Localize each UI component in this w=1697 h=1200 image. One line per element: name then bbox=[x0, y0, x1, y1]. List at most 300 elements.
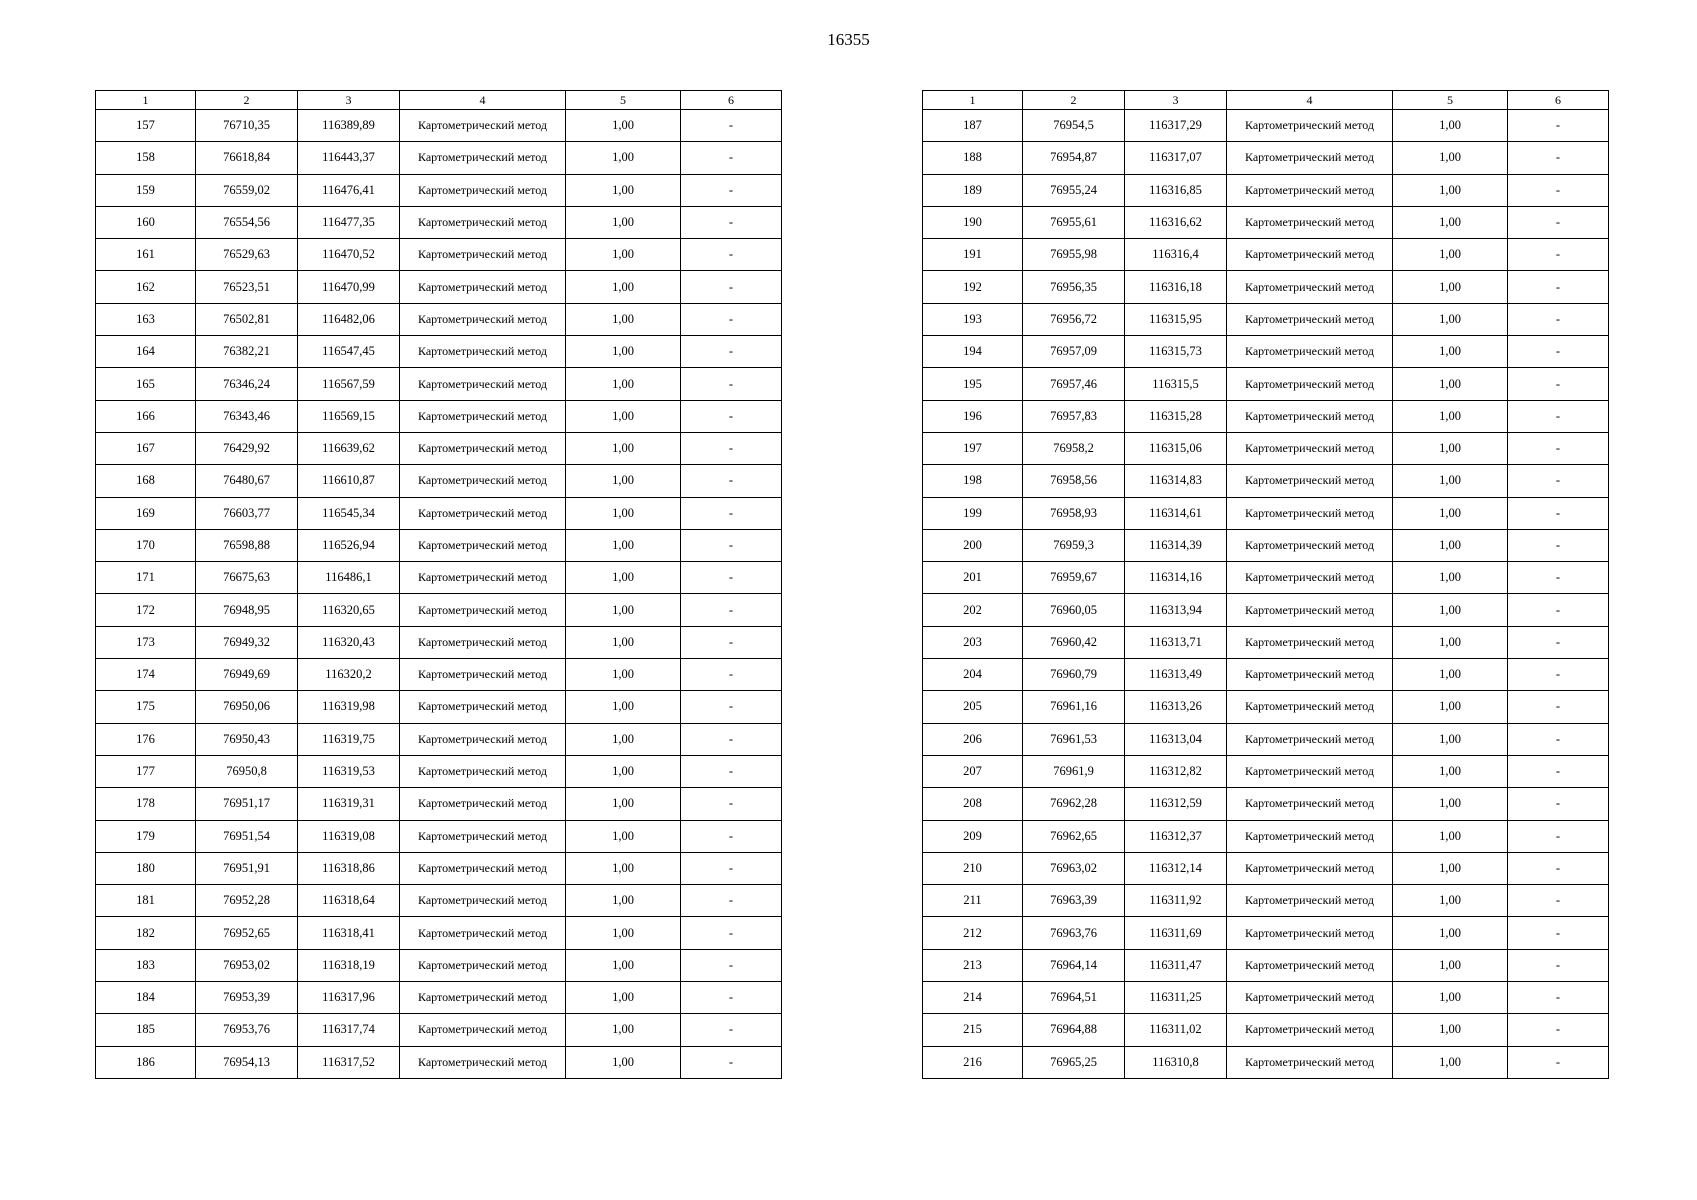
table-row bbox=[96, 368, 782, 400]
note-cell: - bbox=[1508, 594, 1609, 626]
x-coordinate-cell: 76956,35 bbox=[1023, 271, 1125, 303]
x-coordinate-cell: 76382,21 bbox=[196, 336, 298, 368]
x-coordinate-cell: 76962,28 bbox=[1023, 788, 1125, 820]
method-cell: Картометрический метод bbox=[400, 303, 566, 335]
x-coordinate-cell: 76952,65 bbox=[196, 917, 298, 949]
x-coordinate-cell: 76959,3 bbox=[1023, 529, 1125, 561]
accuracy-cell: 1,00 bbox=[566, 659, 681, 691]
x-coordinate-cell: 76960,42 bbox=[1023, 626, 1125, 658]
table-row bbox=[923, 982, 1609, 1014]
point-number-cell: 206 bbox=[923, 723, 1023, 755]
method-cell: Картометрический метод bbox=[1227, 174, 1393, 206]
point-number-cell: 176 bbox=[96, 723, 196, 755]
y-coordinate-cell: 116320,43 bbox=[298, 626, 400, 658]
accuracy-cell: 1,00 bbox=[566, 788, 681, 820]
table-row bbox=[96, 982, 782, 1014]
note-cell: - bbox=[681, 336, 782, 368]
point-number-cell: 165 bbox=[96, 368, 196, 400]
table-row bbox=[923, 239, 1609, 271]
table-row bbox=[96, 497, 782, 529]
accuracy-cell: 1,00 bbox=[1393, 174, 1508, 206]
column-header-3: 3 bbox=[298, 91, 400, 110]
method-cell: Картометрический метод bbox=[1227, 949, 1393, 981]
y-coordinate-cell: 116569,15 bbox=[298, 400, 400, 432]
accuracy-cell: 1,00 bbox=[566, 1046, 681, 1078]
method-cell: Картометрический метод bbox=[1227, 239, 1393, 271]
table-row bbox=[96, 820, 782, 852]
y-coordinate-cell: 116317,52 bbox=[298, 1046, 400, 1078]
note-cell: - bbox=[681, 529, 782, 561]
x-coordinate-cell: 76965,25 bbox=[1023, 1046, 1125, 1078]
note-cell: - bbox=[681, 142, 782, 174]
point-number-cell: 216 bbox=[923, 1046, 1023, 1078]
y-coordinate-cell: 116312,14 bbox=[1125, 852, 1227, 884]
method-cell: Картометрический метод bbox=[1227, 206, 1393, 238]
method-cell: Картометрический метод bbox=[400, 788, 566, 820]
note-cell: - bbox=[1508, 1014, 1609, 1046]
coordinates-table-left bbox=[95, 90, 782, 1079]
y-coordinate-cell: 116315,28 bbox=[1125, 400, 1227, 432]
method-cell: Картометрический метод bbox=[400, 400, 566, 432]
note-cell: - bbox=[681, 820, 782, 852]
y-coordinate-cell: 116312,82 bbox=[1125, 755, 1227, 787]
method-cell: Картометрический метод bbox=[400, 982, 566, 1014]
point-number-cell: 184 bbox=[96, 982, 196, 1014]
accuracy-cell: 1,00 bbox=[1393, 465, 1508, 497]
method-cell: Картометрический метод bbox=[1227, 465, 1393, 497]
x-coordinate-cell: 76951,54 bbox=[196, 820, 298, 852]
x-coordinate-cell: 76950,06 bbox=[196, 691, 298, 723]
point-number-cell: 178 bbox=[96, 788, 196, 820]
point-number-cell: 199 bbox=[923, 497, 1023, 529]
note-cell: - bbox=[1508, 852, 1609, 884]
table-row bbox=[96, 206, 782, 238]
table-row bbox=[923, 626, 1609, 658]
y-coordinate-cell: 116545,34 bbox=[298, 497, 400, 529]
y-coordinate-cell: 116311,02 bbox=[1125, 1014, 1227, 1046]
method-cell: Картометрический метод bbox=[400, 239, 566, 271]
column-header-6: 6 bbox=[681, 91, 782, 110]
note-cell: - bbox=[681, 174, 782, 206]
note-cell: - bbox=[1508, 271, 1609, 303]
method-cell: Картометрический метод bbox=[400, 110, 566, 142]
method-cell: Картометрический метод bbox=[400, 755, 566, 787]
point-number-cell: 185 bbox=[96, 1014, 196, 1046]
column-header-2: 2 bbox=[196, 91, 298, 110]
x-coordinate-cell: 76960,05 bbox=[1023, 594, 1125, 626]
point-number-cell: 191 bbox=[923, 239, 1023, 271]
table-row bbox=[923, 917, 1609, 949]
accuracy-cell: 1,00 bbox=[566, 755, 681, 787]
x-coordinate-cell: 76618,84 bbox=[196, 142, 298, 174]
y-coordinate-cell: 116547,45 bbox=[298, 336, 400, 368]
table-row bbox=[923, 336, 1609, 368]
x-coordinate-cell: 76964,51 bbox=[1023, 982, 1125, 1014]
y-coordinate-cell: 116314,83 bbox=[1125, 465, 1227, 497]
accuracy-cell: 1,00 bbox=[566, 336, 681, 368]
accuracy-cell: 1,00 bbox=[566, 174, 681, 206]
y-coordinate-cell: 116313,26 bbox=[1125, 691, 1227, 723]
method-cell: Картометрический метод bbox=[400, 174, 566, 206]
point-number-cell: 157 bbox=[96, 110, 196, 142]
note-cell: - bbox=[1508, 820, 1609, 852]
point-number-cell: 189 bbox=[923, 174, 1023, 206]
accuracy-cell: 1,00 bbox=[566, 206, 681, 238]
point-number-cell: 173 bbox=[96, 626, 196, 658]
point-number-cell: 174 bbox=[96, 659, 196, 691]
method-cell: Картометрический метод bbox=[400, 497, 566, 529]
point-number-cell: 204 bbox=[923, 659, 1023, 691]
x-coordinate-cell: 76963,39 bbox=[1023, 885, 1125, 917]
y-coordinate-cell: 116320,2 bbox=[298, 659, 400, 691]
accuracy-cell: 1,00 bbox=[1393, 110, 1508, 142]
x-coordinate-cell: 76964,88 bbox=[1023, 1014, 1125, 1046]
column-header-1: 1 bbox=[923, 91, 1023, 110]
method-cell: Картометрический метод bbox=[400, 949, 566, 981]
table-row bbox=[96, 659, 782, 691]
y-coordinate-cell: 116610,87 bbox=[298, 465, 400, 497]
table-row bbox=[923, 723, 1609, 755]
note-cell: - bbox=[1508, 368, 1609, 400]
x-coordinate-cell: 76603,77 bbox=[196, 497, 298, 529]
y-coordinate-cell: 116313,71 bbox=[1125, 626, 1227, 658]
y-coordinate-cell: 116312,59 bbox=[1125, 788, 1227, 820]
note-cell: - bbox=[1508, 1046, 1609, 1078]
accuracy-cell: 1,00 bbox=[566, 562, 681, 594]
x-coordinate-cell: 76710,35 bbox=[196, 110, 298, 142]
x-coordinate-cell: 76963,76 bbox=[1023, 917, 1125, 949]
point-number-cell: 207 bbox=[923, 755, 1023, 787]
accuracy-cell: 1,00 bbox=[1393, 400, 1508, 432]
y-coordinate-cell: 116477,35 bbox=[298, 206, 400, 238]
y-coordinate-cell: 116313,04 bbox=[1125, 723, 1227, 755]
table-row bbox=[96, 529, 782, 561]
note-cell: - bbox=[681, 949, 782, 981]
x-coordinate-cell: 76950,43 bbox=[196, 723, 298, 755]
note-cell: - bbox=[1508, 465, 1609, 497]
y-coordinate-cell: 116312,37 bbox=[1125, 820, 1227, 852]
note-cell: - bbox=[681, 465, 782, 497]
note-cell: - bbox=[681, 432, 782, 464]
method-cell: Картометрический метод bbox=[400, 271, 566, 303]
note-cell: - bbox=[681, 659, 782, 691]
x-coordinate-cell: 76963,02 bbox=[1023, 852, 1125, 884]
x-coordinate-cell: 76960,79 bbox=[1023, 659, 1125, 691]
method-cell: Картометрический метод bbox=[400, 142, 566, 174]
x-coordinate-cell: 76961,16 bbox=[1023, 691, 1125, 723]
accuracy-cell: 1,00 bbox=[1393, 982, 1508, 1014]
note-cell: - bbox=[681, 982, 782, 1014]
method-cell: Картометрический метод bbox=[400, 1046, 566, 1078]
note-cell: - bbox=[1508, 659, 1609, 691]
note-cell: - bbox=[681, 852, 782, 884]
point-number-cell: 169 bbox=[96, 497, 196, 529]
coordinates-table-right bbox=[922, 90, 1609, 1079]
table-row bbox=[923, 368, 1609, 400]
table-row bbox=[96, 755, 782, 787]
table-row bbox=[96, 691, 782, 723]
x-coordinate-cell: 76950,8 bbox=[196, 755, 298, 787]
method-cell: Картометрический метод bbox=[1227, 885, 1393, 917]
y-coordinate-cell: 116317,96 bbox=[298, 982, 400, 1014]
method-cell: Картометрический метод bbox=[400, 885, 566, 917]
method-cell: Картометрический метод bbox=[1227, 626, 1393, 658]
note-cell: - bbox=[1508, 723, 1609, 755]
point-number-cell: 215 bbox=[923, 1014, 1023, 1046]
point-number-cell: 179 bbox=[96, 820, 196, 852]
point-number-cell: 164 bbox=[96, 336, 196, 368]
y-coordinate-cell: 116476,41 bbox=[298, 174, 400, 206]
table-row bbox=[96, 626, 782, 658]
y-coordinate-cell: 116470,99 bbox=[298, 271, 400, 303]
table-row bbox=[96, 562, 782, 594]
table-row bbox=[96, 885, 782, 917]
accuracy-cell: 1,00 bbox=[566, 1014, 681, 1046]
point-number-cell: 183 bbox=[96, 949, 196, 981]
note-cell: - bbox=[681, 917, 782, 949]
y-coordinate-cell: 116317,07 bbox=[1125, 142, 1227, 174]
y-coordinate-cell: 116318,41 bbox=[298, 917, 400, 949]
accuracy-cell: 1,00 bbox=[1393, 1046, 1508, 1078]
x-coordinate-cell: 76429,92 bbox=[196, 432, 298, 464]
note-cell: - bbox=[681, 303, 782, 335]
note-cell: - bbox=[681, 788, 782, 820]
accuracy-cell: 1,00 bbox=[1393, 562, 1508, 594]
table-header-row bbox=[923, 91, 1609, 110]
y-coordinate-cell: 116319,98 bbox=[298, 691, 400, 723]
y-coordinate-cell: 116311,47 bbox=[1125, 949, 1227, 981]
y-coordinate-cell: 116567,59 bbox=[298, 368, 400, 400]
accuracy-cell: 1,00 bbox=[566, 400, 681, 432]
accuracy-cell: 1,00 bbox=[1393, 885, 1508, 917]
y-coordinate-cell: 116315,06 bbox=[1125, 432, 1227, 464]
note-cell: - bbox=[681, 691, 782, 723]
point-number-cell: 172 bbox=[96, 594, 196, 626]
accuracy-cell: 1,00 bbox=[566, 271, 681, 303]
point-number-cell: 170 bbox=[96, 529, 196, 561]
x-coordinate-cell: 76959,67 bbox=[1023, 562, 1125, 594]
note-cell: - bbox=[681, 239, 782, 271]
y-coordinate-cell: 116389,89 bbox=[298, 110, 400, 142]
accuracy-cell: 1,00 bbox=[566, 432, 681, 464]
accuracy-cell: 1,00 bbox=[1393, 239, 1508, 271]
column-header-3: 3 bbox=[1125, 91, 1227, 110]
point-number-cell: 187 bbox=[923, 110, 1023, 142]
point-number-cell: 193 bbox=[923, 303, 1023, 335]
y-coordinate-cell: 116443,37 bbox=[298, 142, 400, 174]
note-cell: - bbox=[1508, 206, 1609, 238]
accuracy-cell: 1,00 bbox=[1393, 142, 1508, 174]
point-number-cell: 158 bbox=[96, 142, 196, 174]
y-coordinate-cell: 116317,29 bbox=[1125, 110, 1227, 142]
method-cell: Картометрический метод bbox=[1227, 529, 1393, 561]
method-cell: Картометрический метод bbox=[1227, 788, 1393, 820]
accuracy-cell: 1,00 bbox=[566, 529, 681, 561]
accuracy-cell: 1,00 bbox=[1393, 626, 1508, 658]
x-coordinate-cell: 76343,46 bbox=[196, 400, 298, 432]
y-coordinate-cell: 116319,53 bbox=[298, 755, 400, 787]
table-row bbox=[923, 400, 1609, 432]
point-number-cell: 190 bbox=[923, 206, 1023, 238]
note-cell: - bbox=[1508, 400, 1609, 432]
method-cell: Картометрический метод bbox=[1227, 723, 1393, 755]
y-coordinate-cell: 116316,85 bbox=[1125, 174, 1227, 206]
x-coordinate-cell: 76523,51 bbox=[196, 271, 298, 303]
y-coordinate-cell: 116319,75 bbox=[298, 723, 400, 755]
y-coordinate-cell: 116318,86 bbox=[298, 852, 400, 884]
y-coordinate-cell: 116313,49 bbox=[1125, 659, 1227, 691]
note-cell: - bbox=[681, 885, 782, 917]
table-row bbox=[96, 303, 782, 335]
y-coordinate-cell: 116311,69 bbox=[1125, 917, 1227, 949]
x-coordinate-cell: 76953,39 bbox=[196, 982, 298, 1014]
note-cell: - bbox=[1508, 432, 1609, 464]
method-cell: Картометрический метод bbox=[400, 562, 566, 594]
x-coordinate-cell: 76346,24 bbox=[196, 368, 298, 400]
x-coordinate-cell: 76962,65 bbox=[1023, 820, 1125, 852]
x-coordinate-cell: 76480,67 bbox=[196, 465, 298, 497]
table-row bbox=[923, 755, 1609, 787]
accuracy-cell: 1,00 bbox=[566, 303, 681, 335]
y-coordinate-cell: 116318,64 bbox=[298, 885, 400, 917]
table-header-row bbox=[96, 91, 782, 110]
method-cell: Картометрический метод bbox=[400, 368, 566, 400]
x-coordinate-cell: 76954,13 bbox=[196, 1046, 298, 1078]
method-cell: Картометрический метод bbox=[1227, 852, 1393, 884]
point-number-cell: 159 bbox=[96, 174, 196, 206]
table-row bbox=[96, 1046, 782, 1078]
method-cell: Картометрический метод bbox=[400, 336, 566, 368]
x-coordinate-cell: 76964,14 bbox=[1023, 949, 1125, 981]
point-number-cell: 163 bbox=[96, 303, 196, 335]
accuracy-cell: 1,00 bbox=[566, 820, 681, 852]
point-number-cell: 212 bbox=[923, 917, 1023, 949]
y-coordinate-cell: 116482,06 bbox=[298, 303, 400, 335]
accuracy-cell: 1,00 bbox=[566, 142, 681, 174]
x-coordinate-cell: 76529,63 bbox=[196, 239, 298, 271]
point-number-cell: 175 bbox=[96, 691, 196, 723]
x-coordinate-cell: 76961,9 bbox=[1023, 755, 1125, 787]
note-cell: - bbox=[1508, 917, 1609, 949]
accuracy-cell: 1,00 bbox=[566, 982, 681, 1014]
note-cell: - bbox=[1508, 982, 1609, 1014]
method-cell: Картометрический метод bbox=[1227, 303, 1393, 335]
x-coordinate-cell: 76675,63 bbox=[196, 562, 298, 594]
method-cell: Картометрический метод bbox=[400, 626, 566, 658]
method-cell: Картометрический метод bbox=[400, 820, 566, 852]
method-cell: Картометрический метод bbox=[1227, 1014, 1393, 1046]
accuracy-cell: 1,00 bbox=[1393, 336, 1508, 368]
note-cell: - bbox=[681, 723, 782, 755]
table-row bbox=[923, 659, 1609, 691]
note-cell: - bbox=[1508, 885, 1609, 917]
point-number-cell: 177 bbox=[96, 755, 196, 787]
x-coordinate-cell: 76955,98 bbox=[1023, 239, 1125, 271]
table-row bbox=[923, 206, 1609, 238]
y-coordinate-cell: 116470,52 bbox=[298, 239, 400, 271]
y-coordinate-cell: 116486,1 bbox=[298, 562, 400, 594]
accuracy-cell: 1,00 bbox=[1393, 303, 1508, 335]
accuracy-cell: 1,00 bbox=[1393, 432, 1508, 464]
table-row bbox=[96, 400, 782, 432]
accuracy-cell: 1,00 bbox=[1393, 1014, 1508, 1046]
point-number-cell: 201 bbox=[923, 562, 1023, 594]
method-cell: Картометрический метод bbox=[1227, 271, 1393, 303]
table-row bbox=[923, 788, 1609, 820]
table-row bbox=[96, 1014, 782, 1046]
accuracy-cell: 1,00 bbox=[1393, 497, 1508, 529]
table-row bbox=[96, 110, 782, 142]
accuracy-cell: 1,00 bbox=[566, 852, 681, 884]
x-coordinate-cell: 76955,61 bbox=[1023, 206, 1125, 238]
point-number-cell: 186 bbox=[96, 1046, 196, 1078]
x-coordinate-cell: 76949,32 bbox=[196, 626, 298, 658]
note-cell: - bbox=[1508, 755, 1609, 787]
point-number-cell: 208 bbox=[923, 788, 1023, 820]
accuracy-cell: 1,00 bbox=[1393, 917, 1508, 949]
table-row bbox=[96, 174, 782, 206]
accuracy-cell: 1,00 bbox=[566, 465, 681, 497]
method-cell: Картометрический метод bbox=[400, 529, 566, 561]
method-cell: Картометрический метод bbox=[400, 852, 566, 884]
note-cell: - bbox=[1508, 788, 1609, 820]
x-coordinate-cell: 76954,5 bbox=[1023, 110, 1125, 142]
table-row bbox=[923, 1014, 1609, 1046]
y-coordinate-cell: 116639,62 bbox=[298, 432, 400, 464]
note-cell: - bbox=[681, 562, 782, 594]
accuracy-cell: 1,00 bbox=[1393, 271, 1508, 303]
column-header-5: 5 bbox=[566, 91, 681, 110]
point-number-cell: 213 bbox=[923, 949, 1023, 981]
note-cell: - bbox=[1508, 239, 1609, 271]
note-cell: - bbox=[681, 1014, 782, 1046]
method-cell: Картометрический метод bbox=[1227, 336, 1393, 368]
table-row bbox=[923, 529, 1609, 561]
table-row bbox=[96, 723, 782, 755]
point-number-cell: 210 bbox=[923, 852, 1023, 884]
x-coordinate-cell: 76949,69 bbox=[196, 659, 298, 691]
y-coordinate-cell: 116526,94 bbox=[298, 529, 400, 561]
x-coordinate-cell: 76502,81 bbox=[196, 303, 298, 335]
table-row bbox=[96, 336, 782, 368]
table-row bbox=[923, 691, 1609, 723]
method-cell: Картометрический метод bbox=[1227, 400, 1393, 432]
point-number-cell: 162 bbox=[96, 271, 196, 303]
point-number-cell: 180 bbox=[96, 852, 196, 884]
accuracy-cell: 1,00 bbox=[1393, 820, 1508, 852]
column-header-4: 4 bbox=[1227, 91, 1393, 110]
x-coordinate-cell: 76954,87 bbox=[1023, 142, 1125, 174]
note-cell: - bbox=[1508, 626, 1609, 658]
point-number-cell: 161 bbox=[96, 239, 196, 271]
accuracy-cell: 1,00 bbox=[1393, 368, 1508, 400]
point-number-cell: 188 bbox=[923, 142, 1023, 174]
note-cell: - bbox=[681, 271, 782, 303]
x-coordinate-cell: 76956,72 bbox=[1023, 303, 1125, 335]
note-cell: - bbox=[1508, 336, 1609, 368]
table-row bbox=[923, 110, 1609, 142]
method-cell: Картометрический метод bbox=[400, 723, 566, 755]
accuracy-cell: 1,00 bbox=[1393, 659, 1508, 691]
table-row bbox=[923, 432, 1609, 464]
method-cell: Картометрический метод bbox=[1227, 110, 1393, 142]
accuracy-cell: 1,00 bbox=[1393, 691, 1508, 723]
table-row bbox=[923, 594, 1609, 626]
point-number-cell: 166 bbox=[96, 400, 196, 432]
table-row bbox=[923, 142, 1609, 174]
point-number-cell: 197 bbox=[923, 432, 1023, 464]
accuracy-cell: 1,00 bbox=[566, 723, 681, 755]
